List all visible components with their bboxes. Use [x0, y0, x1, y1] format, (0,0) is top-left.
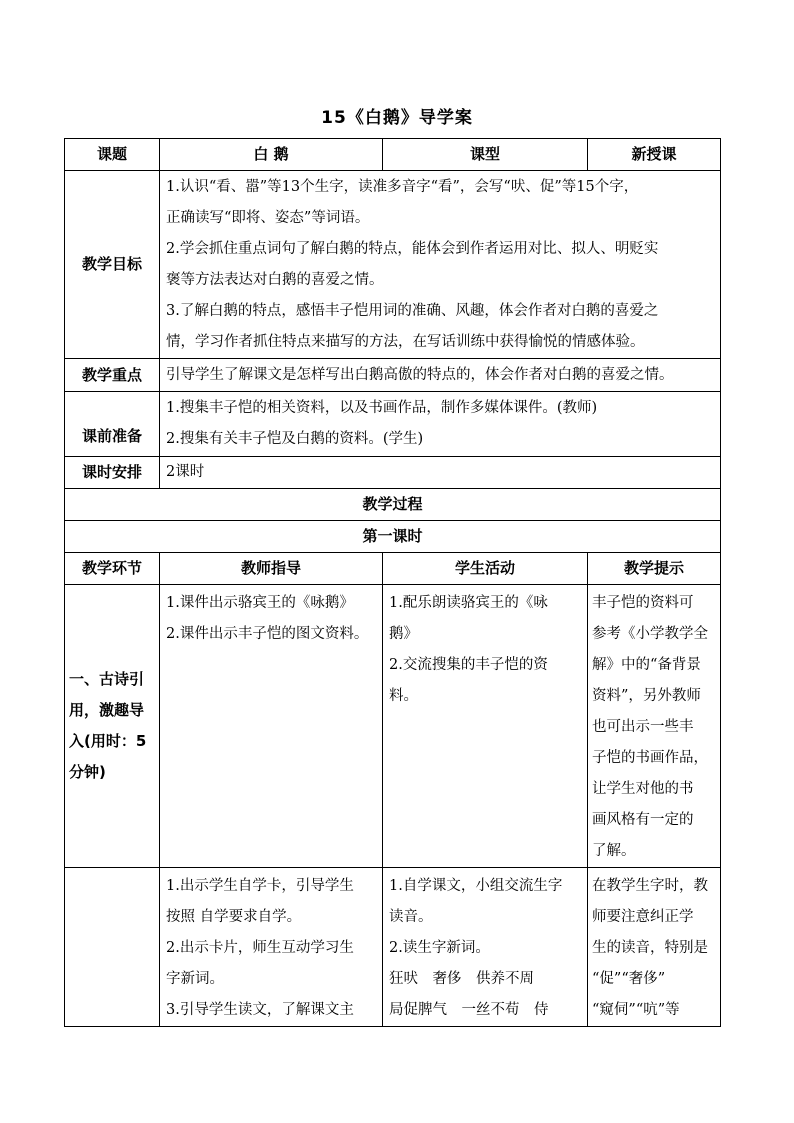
stage-line: 分钟) [69, 763, 106, 781]
teacher-line: 按照 自学要求自学。 [166, 909, 302, 925]
teacher-line: 字新词。 [166, 971, 224, 987]
column-header: 学生活动 [383, 553, 588, 585]
schedule-content: 2课时 [160, 457, 721, 489]
student-line: 2.交流搜集的丰子恺的资 [389, 657, 548, 673]
type-value: 新授课 [588, 139, 721, 171]
tips-line: 师要注意纠正学 [592, 909, 694, 925]
topic-value: 白 鹅 [160, 139, 383, 171]
tips-line: 也可出示一些丰 [592, 719, 694, 735]
stage-cell [65, 585, 160, 868]
teacher-cell [160, 585, 383, 868]
focus-content: 引导学生了解课文是怎样写出白鹅高傲的特点的，体会作者对白鹅的喜爱之情。 [160, 359, 721, 392]
objective-line: 情，学习作者抓住特点来描写的方法，在写话训练中获得愉悦的情感体验。 [166, 333, 645, 350]
tips-line: 子恺的书画作品， [592, 750, 708, 766]
schedule-row [65, 457, 721, 489]
header-row [65, 139, 721, 171]
prep-line: 1.搜集丰子恺的相关资料，以及书画作品，制作多媒体课件。(教师) [166, 400, 598, 416]
student-line: 局促脾气 一丝不苟 侍 [389, 1002, 549, 1018]
prep-line: 2.搜集有关丰子恺及白鹅的资料。(学生) [166, 431, 424, 447]
student-line: 鹅》 [389, 626, 418, 642]
table-row [65, 868, 721, 1027]
objectives-row [65, 171, 721, 359]
objective-line: 正确读写“即将、姿态”等词语。 [166, 209, 370, 226]
tips-line: 生的读音，特别是 [592, 940, 708, 956]
tips-line: “窥伺”“吭”等 [592, 1002, 680, 1018]
table-row [65, 585, 721, 868]
stage-cell [65, 868, 160, 1027]
objective-line: 3.了解白鹅的特点，感悟丰子恺用词的准确、风趣，体会作者对白鹅的喜爱之 [166, 302, 659, 319]
teacher-line: 1.出示学生自学卡，引导学生 [166, 878, 354, 894]
document-title: 15《白鹅》导学案 [321, 108, 473, 128]
student-cell [383, 585, 588, 868]
schedule-label: 课时安排 [65, 457, 160, 489]
teacher-line: 1.课件出示骆宾王的《咏鹅》 [166, 595, 354, 611]
column-header: 教学提示 [588, 553, 721, 585]
column-header: 教学环节 [65, 553, 160, 585]
objective-line: 1.认识“看、嚣”等13个生字，读准多音字“看”，会写“吠、促”等15个字， [166, 178, 639, 195]
objectives-label: 教学目标 [65, 171, 160, 359]
tips-line: 解》中的“备背景 [592, 657, 701, 673]
prep-label: 课前准备 [65, 392, 160, 457]
prep-content [160, 392, 721, 457]
student-line: 2.读生字新词。 [389, 940, 490, 956]
tips-line: 参考《小学教学全 [592, 626, 708, 642]
tips-line: 画风格有一定的 [592, 812, 694, 828]
process-title: 教学过程 [65, 489, 721, 521]
focus-row [65, 359, 721, 392]
objectives-content [160, 171, 721, 359]
tips-line: 了解。 [592, 843, 636, 859]
teacher-line: 2.课件出示丰子恺的图文资料。 [166, 626, 369, 642]
prep-row [65, 392, 721, 457]
student-line: 读音。 [389, 909, 433, 925]
stage-line: 一、古诗引 [69, 670, 145, 688]
lesson-plan-table [64, 138, 721, 1027]
stage-line: 用，激趣导 [69, 701, 145, 719]
student-cell [383, 868, 588, 1027]
student-line: 1.配乐朗读骆宾王的《咏 [389, 595, 548, 611]
lesson-title-row [65, 521, 721, 553]
process-title-row [65, 489, 721, 521]
tips-cell [588, 868, 721, 1027]
column-header-row [65, 553, 721, 585]
tips-line: 资料”，另外教师 [592, 688, 701, 704]
student-line: 料。 [389, 688, 418, 704]
teacher-cell [160, 868, 383, 1027]
teacher-line: 2.出示卡片，师生互动学习生 [166, 940, 354, 956]
student-line: 1.自学课文，小组交流生字 [389, 878, 563, 894]
student-line: 狂吠 奢侈 供养不周 [389, 971, 534, 987]
objective-line: 褒等方法表达对白鹅的喜爱之情。 [166, 271, 384, 288]
objective-line: 2.学会抓住重点词句了解白鹅的特点，能体会到作者运用对比、拟人、明贬实 [166, 240, 659, 257]
column-header: 教师指导 [160, 553, 383, 585]
tips-line: 在教学生字时，教 [592, 878, 708, 894]
tips-line: 丰子恺的资料可 [592, 595, 694, 611]
tips-line: 让学生对他的书 [592, 781, 694, 797]
teacher-line: 3.引导学生读文，了解课文主 [166, 1002, 354, 1018]
topic-label: 课题 [65, 139, 160, 171]
lesson-title: 第一课时 [65, 521, 721, 553]
focus-label: 教学重点 [65, 359, 160, 392]
tips-line: “促”“奢侈” [592, 971, 666, 987]
stage-line: 入(用时：5 [69, 732, 147, 750]
type-label: 课型 [383, 139, 588, 171]
tips-cell [588, 585, 721, 868]
